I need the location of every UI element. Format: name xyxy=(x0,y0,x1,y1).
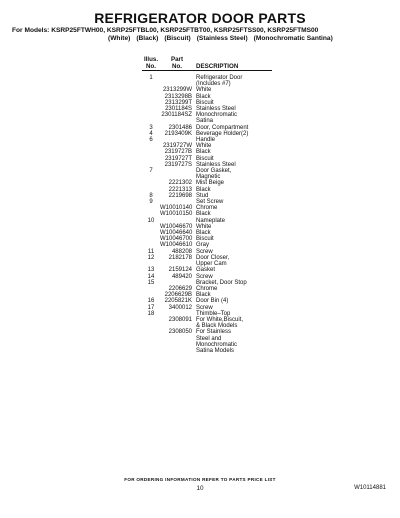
part-no: 2319727W xyxy=(162,143,192,150)
description: Black xyxy=(196,211,211,218)
description: Chrome xyxy=(196,285,218,292)
illus-no: 16 xyxy=(147,298,155,305)
illus-no: 11 xyxy=(147,248,155,255)
parts-table xyxy=(142,56,272,354)
description: For White,Biscuit, xyxy=(196,316,244,323)
description: Gray xyxy=(196,242,210,249)
illus-no: 13 xyxy=(147,267,155,274)
illus-no: 3 xyxy=(149,124,153,131)
description: Mist Beige xyxy=(196,180,225,187)
illus-no xyxy=(142,348,160,354)
model-variant: (Monochromatic Santina) xyxy=(253,35,333,42)
description: Handle xyxy=(196,137,216,144)
model-list: For Models: KSRP25FTWH00, KSRP25FTBL00, KSRP25FTBT00, KSRP25FTSS00, KSRP25FTMS00 xyxy=(12,27,319,34)
description: White xyxy=(196,143,212,150)
model-variants xyxy=(108,35,398,42)
part-no: 2319727B xyxy=(164,149,192,156)
illus-no: 6 xyxy=(149,137,153,144)
part-no: W10010140 xyxy=(160,205,193,212)
description: Steel and xyxy=(196,335,222,342)
description: Thimble–Top xyxy=(196,310,231,317)
part-no: W10046670 xyxy=(160,223,193,230)
description: Black xyxy=(196,149,211,156)
part-no: W10046640 xyxy=(160,230,193,237)
part-no: 2221313 xyxy=(168,186,192,193)
part-no: 2193409K xyxy=(164,130,192,137)
description: Upper Cam xyxy=(196,261,227,268)
description: Screw xyxy=(196,273,213,280)
description: Nameplate xyxy=(196,217,226,224)
model-variant: (Stainless Steel) xyxy=(196,35,248,42)
header-illus-no: Illus. No. xyxy=(143,56,159,70)
illus-no: 18 xyxy=(147,310,155,317)
illus-no: 9 xyxy=(149,199,153,206)
part-no: W10046610 xyxy=(160,242,193,249)
model-variant: (White) xyxy=(108,35,131,42)
page-title: REFRIGERATOR DOOR PARTS xyxy=(94,10,306,26)
description: Black xyxy=(196,292,211,299)
document-number: W10114881 xyxy=(354,485,386,491)
part-no: 489420 xyxy=(171,273,192,280)
description: Stainless Steel xyxy=(196,106,236,113)
page-number: 10 xyxy=(196,485,204,492)
part-no: 2313299W xyxy=(162,87,192,94)
description: Door Bin (4) xyxy=(196,298,229,305)
description: Screw xyxy=(196,248,213,255)
description: (Includes #7) xyxy=(196,81,231,88)
part-no: 2182178 xyxy=(168,254,192,261)
description: & Black Models xyxy=(196,323,238,330)
description: Bracket, Door Stop xyxy=(196,279,247,286)
illus-no: 4 xyxy=(149,130,153,137)
header-description: DESCRIPTION xyxy=(194,63,272,71)
header-part-no: Part No. xyxy=(160,56,194,71)
description: White xyxy=(196,223,212,230)
part-no: 2308091 xyxy=(168,316,192,323)
description: Biscuit xyxy=(196,155,214,162)
model-variant: (Biscuit) xyxy=(164,35,191,42)
description: Satina xyxy=(196,118,214,125)
model-variant: (Black) xyxy=(136,35,159,42)
ordering-note: FOR ORDERING INFORMATION REFER TO PARTS PRICE LIST xyxy=(124,477,276,482)
description: Magnetic xyxy=(196,174,221,181)
part-no: 2301184S xyxy=(165,106,192,113)
description: Screw xyxy=(196,304,213,311)
description: Gasket xyxy=(196,267,216,274)
description: Monochromatic xyxy=(196,341,238,348)
illus-no: 17 xyxy=(147,304,155,311)
part-no: 2206629B xyxy=(164,292,192,299)
table-row xyxy=(142,348,272,354)
description: Biscuit xyxy=(196,99,214,106)
part-no: W10046700 xyxy=(160,236,193,243)
illus-no: 10 xyxy=(147,217,155,224)
description: Set Screw xyxy=(196,199,224,206)
parts-table-header xyxy=(142,56,272,71)
part-no: 2206629 xyxy=(168,285,192,292)
description: Monochromatic xyxy=(196,112,238,119)
description: Door, Compartment xyxy=(196,124,249,131)
illus-no: 8 xyxy=(149,192,153,199)
illus-no: 12 xyxy=(147,254,155,261)
description: Beverage Holder(2) xyxy=(196,130,249,137)
description: Black xyxy=(196,186,211,193)
illus-no: 1 xyxy=(149,75,153,81)
part-no: 2221302 xyxy=(168,180,192,187)
part-no: 2319727T xyxy=(164,155,192,162)
description: Chrome xyxy=(196,205,218,212)
part-no: 2313299T xyxy=(164,99,192,106)
part-no: 2308050 xyxy=(168,329,192,336)
illus-no: 7 xyxy=(149,168,153,175)
part-no: 2319727S xyxy=(164,161,192,168)
part-no: 2205821K xyxy=(164,298,192,305)
description: Black xyxy=(196,93,211,100)
part-no: W10010150 xyxy=(160,211,193,218)
illus-no: 14 xyxy=(147,273,155,280)
description: Door Closer, xyxy=(196,254,230,261)
part-no: 2313298B xyxy=(164,93,192,100)
description: Satina Models xyxy=(196,347,235,354)
description: White xyxy=(196,87,212,94)
description: Stud xyxy=(196,192,209,199)
part-no: 2219698 xyxy=(168,192,192,199)
description: For Stainless xyxy=(196,329,232,336)
part-no xyxy=(160,348,194,354)
part-no: 2301184SZ xyxy=(161,112,192,119)
part-no: 2301486 xyxy=(168,124,192,131)
part-no: 488208 xyxy=(171,248,192,255)
description: Biscuit xyxy=(196,236,214,243)
part-no: 2159124 xyxy=(168,267,192,274)
illus-no: 15 xyxy=(147,279,155,286)
description: Door Gasket, xyxy=(196,168,232,175)
description: Black xyxy=(196,230,211,237)
part-no: 3400012 xyxy=(168,304,192,311)
parts-table-body xyxy=(142,75,272,354)
description: Refrigerator Door xyxy=(196,75,243,81)
description: Stainless Steel xyxy=(196,161,236,168)
